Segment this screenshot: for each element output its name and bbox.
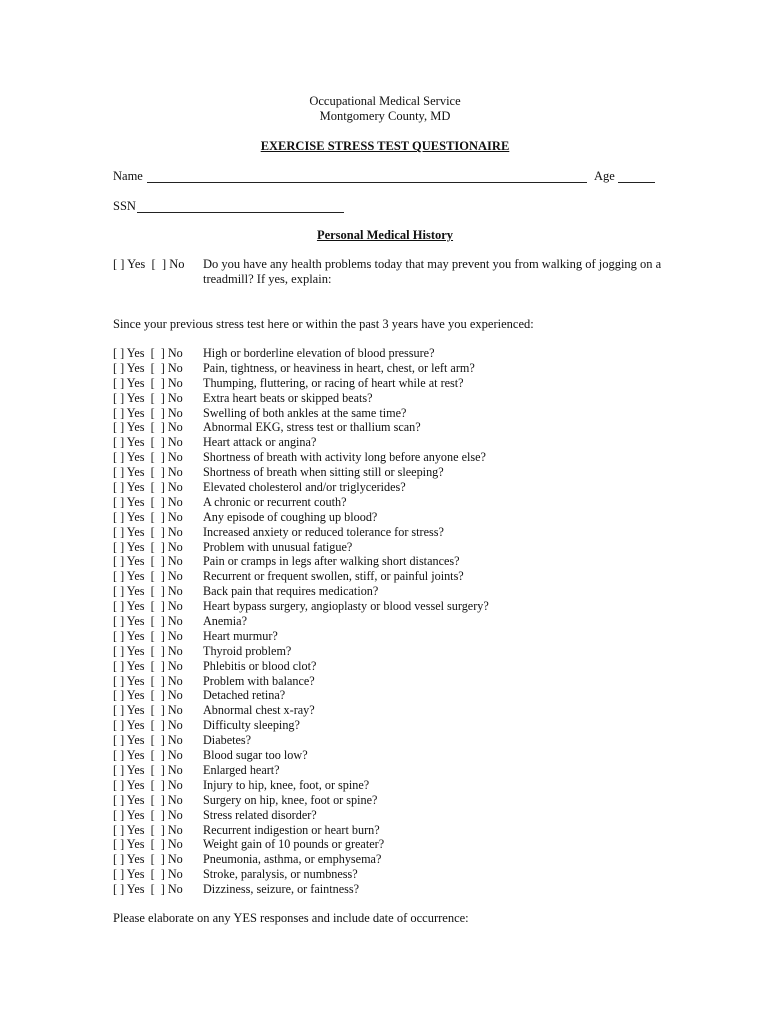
question-text: Heart bypass surgery, angioplasty or blood vessel surgery?: [203, 599, 489, 614]
yes-no-checkboxes[interactable]: [ ] Yes [ ] No: [113, 435, 183, 450]
question-text: Back pain that requires medication?: [203, 584, 379, 599]
yes-no-checkboxes[interactable]: [ ] Yes [ ] No: [113, 346, 183, 360]
yes-no-checkboxes[interactable]: [ ] Yes [ ] No: [113, 375, 183, 390]
question-row: [113, 674, 713, 689]
question-row: [113, 525, 713, 540]
question-text: High or borderline elevation of blood pressure?: [203, 346, 435, 360]
question-text: Abnormal EKG, stress test or thallium scan?: [203, 420, 421, 435]
question-row: [113, 465, 713, 480]
question-row: [113, 629, 713, 644]
yes-no-checkboxes[interactable]: [ ] Yes [ ] No: [113, 733, 183, 748]
elaborate-prompt: Please elaborate on any YES responses and include date of occurrence:: [113, 911, 469, 925]
yes-no-checkboxes[interactable]: [ ] Yes [ ] No: [113, 807, 183, 822]
yes-no-checkboxes[interactable]: [ ] Yes [ ] No: [113, 509, 183, 524]
question-row: [113, 361, 713, 376]
question-text: Any episode of coughing up blood?: [203, 509, 378, 524]
yes-no-checkboxes[interactable]: [ ] Yes [ ] No: [113, 777, 183, 792]
question-row: [113, 778, 713, 793]
question-text: A chronic or recurrent couth?: [203, 494, 347, 509]
age-field[interactable]: [618, 171, 655, 183]
question-row: [113, 882, 713, 897]
yes-no-checkboxes[interactable]: [ ] Yes [ ] No: [113, 852, 183, 867]
yes-no-checkboxes[interactable]: [ ] Yes [ ] No: [113, 837, 183, 852]
question-row: [113, 659, 713, 674]
yes-no-checkboxes[interactable]: [ ] Yes [ ] No: [113, 539, 183, 554]
yes-no-checkboxes[interactable]: [ ] Yes [ ] No: [113, 748, 183, 763]
yes-no-checkboxes[interactable]: [ ] Yes [ ] No: [113, 762, 183, 777]
question-row: [113, 450, 713, 465]
question-text: Shortness of breath when sitting still or sleeping?: [203, 465, 444, 480]
yes-no-checkboxes[interactable]: [ ] Yes [ ] No: [113, 614, 183, 629]
question-row: [113, 793, 713, 808]
yes-no-checkboxes[interactable]: [ ] Yes [ ] No: [113, 524, 183, 539]
question-row: [113, 614, 713, 629]
question-text: Problem with unusual fatigue?: [203, 539, 353, 554]
question-row: [113, 867, 713, 882]
question-row: [113, 808, 713, 823]
org-location: Montgomery County, MD: [319, 109, 451, 123]
section-title: Personal Medical History: [316, 228, 454, 242]
question-list: [113, 346, 713, 897]
yes-no-checkboxes[interactable]: [ ] Yes [ ] No: [113, 688, 183, 703]
question-text: Phlebitis or blood clot?: [203, 658, 317, 673]
question-text: Pain or cramps in legs after walking short distances?: [203, 554, 460, 569]
ssn-field[interactable]: [137, 201, 344, 213]
yes-no-checkboxes[interactable]: [ ] Yes [ ] No: [113, 554, 183, 569]
question-text: Thyroid problem?: [203, 643, 292, 658]
question-row: [113, 376, 713, 391]
yes-no-checkboxes[interactable]: [ ] Yes [ ] No: [113, 867, 183, 882]
question-text: Difficulty sleeping?: [203, 718, 300, 733]
question-text: Injury to hip, knee, foot, or spine?: [203, 777, 370, 792]
question-row: [113, 748, 713, 763]
yes-no-checkboxes[interactable]: [ ] Yes [ ] No: [113, 599, 183, 614]
question-row: [113, 554, 713, 569]
yes-no-checkboxes[interactable]: [ ] Yes [ ] No: [113, 822, 183, 837]
org-name: Occupational Medical Service: [309, 94, 461, 108]
question-text: Pneumonia, asthma, or emphysema?: [203, 852, 382, 867]
question-row: [113, 763, 713, 778]
question-row: [113, 495, 713, 510]
ssn-label: SSN: [113, 199, 136, 213]
question-text: Blood sugar too low?: [203, 748, 308, 763]
question-text: Enlarged heart?: [203, 762, 280, 777]
question-row: [113, 346, 713, 361]
yes-no-checkboxes[interactable]: [ ] Yes [ ] No: [113, 882, 183, 897]
question-row: [113, 420, 713, 435]
yes-no-checkboxes[interactable]: [ ] Yes [ ] No: [113, 658, 183, 673]
yes-no-checkboxes[interactable]: [ ] Yes [ ] No: [113, 628, 183, 643]
question-text: Weight gain of 10 pounds or greater?: [203, 837, 385, 852]
yes-no-checkboxes[interactable]: [ ] Yes [ ] No: [113, 643, 183, 658]
question-row: [113, 540, 713, 555]
yes-no-checkboxes[interactable]: [ ] Yes [ ] No: [113, 718, 183, 733]
question-row: [113, 406, 713, 421]
question-text: Stroke, paralysis, or numbness?: [203, 867, 358, 882]
name-label: Name: [113, 169, 143, 183]
name-field[interactable]: [147, 171, 587, 183]
yes-no-checkboxes[interactable]: [ ] Yes [ ] No: [113, 792, 183, 807]
yes-no-checkboxes[interactable]: [ ] Yes [ ] No: [113, 494, 183, 509]
question-row: [113, 852, 713, 867]
yes-no-checkboxes[interactable]: [ ] Yes [ ] No: [113, 480, 183, 495]
intro-text: Since your previous stress test here or within the past 3 years have you experienced:: [113, 317, 534, 331]
question-text: Detached retina?: [203, 688, 286, 703]
question-row: [113, 569, 713, 584]
question-text: Anemia?: [203, 614, 247, 629]
question-text: Increased anxiety or reduced tolerance for stress?: [203, 524, 444, 539]
question-row: [113, 599, 713, 614]
yes-no-checkboxes[interactable]: [ ] Yes [ ] No: [113, 465, 183, 480]
question-text: Thumping, fluttering, or racing of heart while at rest?: [203, 375, 464, 390]
question-row: [113, 733, 713, 748]
first-question-text: Do you have any health problems today that may prevent you from walking of jogging on a treadmill? If yes, explain:: [203, 257, 662, 286]
yes-no-checkboxes[interactable]: [ ] Yes [ ] No: [113, 360, 183, 375]
yes-no-checkboxes[interactable]: [ ] Yes [ ] No: [113, 390, 183, 405]
question-text: Heart attack or angina?: [203, 435, 317, 450]
question-row: [113, 688, 713, 703]
question-text: Surgery on hip, knee, foot or spine?: [203, 792, 378, 807]
question-row: [113, 435, 713, 450]
question-row: [113, 823, 713, 838]
question-row: [113, 480, 713, 495]
question-text: Pain, tightness, or heaviness in heart, chest, or left arm?: [203, 360, 475, 375]
question-text: Elevated cholesterol and/or triglycerides?: [203, 480, 406, 495]
question-row: [113, 584, 713, 599]
yes-no-checkboxes[interactable]: [ ] Yes [ ] No: [113, 584, 183, 599]
question-text: Swelling of both ankles at the same time?: [203, 405, 407, 420]
yes-no-checkboxes[interactable]: [ ] Yes [ ] No: [113, 405, 183, 420]
question-text: Diabetes?: [203, 733, 252, 748]
question-text: Extra heart beats or skipped beats?: [203, 390, 373, 405]
question-text: Shortness of breath with activity long before anyone else?: [203, 450, 486, 465]
question-text: Abnormal chest x-ray?: [203, 703, 315, 718]
yes-no-checkboxes[interactable]: [ ] Yes [ ] No: [113, 450, 183, 465]
question-text: Recurrent indigestion or heart burn?: [203, 822, 380, 837]
form-title: EXERCISE STRESS TEST QUESTIONAIRE: [260, 139, 510, 153]
question-row: [113, 391, 713, 406]
question-text: Problem with balance?: [203, 673, 315, 688]
yes-no-checkboxes[interactable]: [ ] Yes [ ] No: [113, 420, 183, 435]
first-question-yes-no[interactable]: [ ] Yes [ ] No: [113, 257, 185, 271]
question-row: [113, 837, 713, 852]
age-label: Age: [594, 169, 615, 183]
question-row: [113, 644, 713, 659]
question-text: Heart murmur?: [203, 628, 278, 643]
question-text: Dizziness, seizure, or faintness?: [203, 882, 360, 897]
yes-no-checkboxes[interactable]: [ ] Yes [ ] No: [113, 569, 183, 584]
yes-no-checkboxes[interactable]: [ ] Yes [ ] No: [113, 703, 183, 718]
question-text: Recurrent or frequent swollen, stiff, or painful joints?: [203, 569, 464, 584]
question-row: [113, 718, 713, 733]
question-row: [113, 703, 713, 718]
yes-no-checkboxes[interactable]: [ ] Yes [ ] No: [113, 673, 183, 688]
question-text: Stress related disorder?: [203, 807, 317, 822]
question-row: [113, 510, 713, 525]
